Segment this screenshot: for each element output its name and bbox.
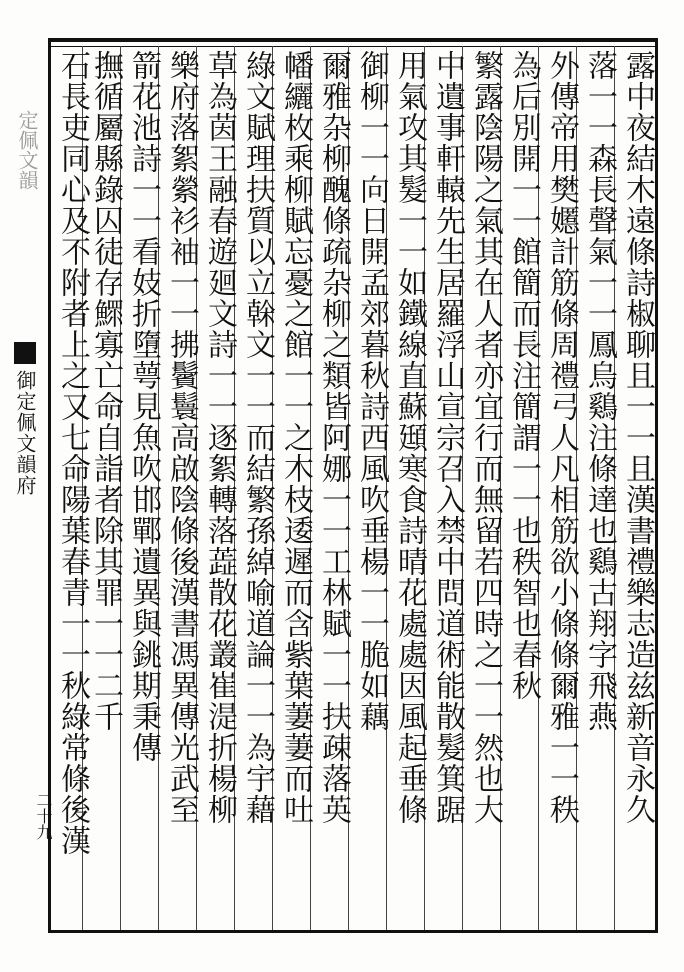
text-column: 用氣攻其髮一一如鐵線直蘇頲寒食詩晴花處處因風起垂條 (392, 50, 427, 825)
text-column: 樂府落絮縈衫袖一一拂鬢鬟高啟陰條後漢書馮異傳光武至 (164, 50, 199, 825)
margin-book-title: 御定佩文韻府 (13, 370, 37, 496)
text-column: 綠文賦理扶質以立榦文一一而結繁孫綽喻道論一一為宇藉 (240, 50, 275, 825)
margin-black-block (14, 342, 36, 364)
margin-faint-title: 定佩文韻 (15, 110, 39, 190)
frame-bottom-rule (48, 930, 658, 933)
text-column: 草為茵王融春遊廻文詩一一逐絮轉落蕋散花叢崔湜折楊柳 (202, 50, 237, 825)
text-column: 御柳一一向日開孟郊暮秋詩西風吹垂楊一一脆如藕 (354, 50, 389, 732)
text-column: 為后別開一一館簡而長注簡謂一一也秩智也春秋 (506, 50, 541, 701)
text-column: 中遺事軒轅先生居羅浮山宣宗召入禁中問道術能散髮箕踞 (430, 50, 465, 825)
text-column: 撫循屬縣錄囚徒存鰥寡亡命自詣者除其罪一一二千 (88, 50, 123, 732)
frame-top-rule (48, 38, 658, 42)
text-column: 落一一森長聲氣一一鳳烏鷄注條達也鷄古翔字飛燕 (582, 50, 617, 732)
text-column: 繁露陰陽之氣其在人者亦宜行而無留若四時之一一然也大 (468, 50, 503, 825)
frame-top-thin-rule (48, 46, 658, 47)
text-column: 露中夜結木遠條詩椒聊且一一且漢書禮樂志造兹新音永久 (620, 50, 655, 825)
text-column: 石長吏同心及不附者上之又七命陽葉春青一一秋綠常條後漢 (55, 50, 90, 856)
text-column: 外傳帝用樊嬺計筋條周禮弓人凡相筋欲小條條爾雅一一秩 (544, 50, 579, 825)
text-column: 幡纚枚乘柳賦忘憂之館一一之木枝逶遲而含紫葉萋萋而吐 (278, 50, 313, 825)
page-number: 二十九 (34, 792, 53, 840)
text-column: 箭花池詩一一看妓折墮萼見魚吹邯鄲遺異與銚期秉傳 (126, 50, 161, 763)
margin-strip (6, 50, 53, 928)
text-column: 爾雅杂柳醜條疏杂柳之類皆阿娜一一工林賦一一扶疎落英 (316, 50, 351, 825)
